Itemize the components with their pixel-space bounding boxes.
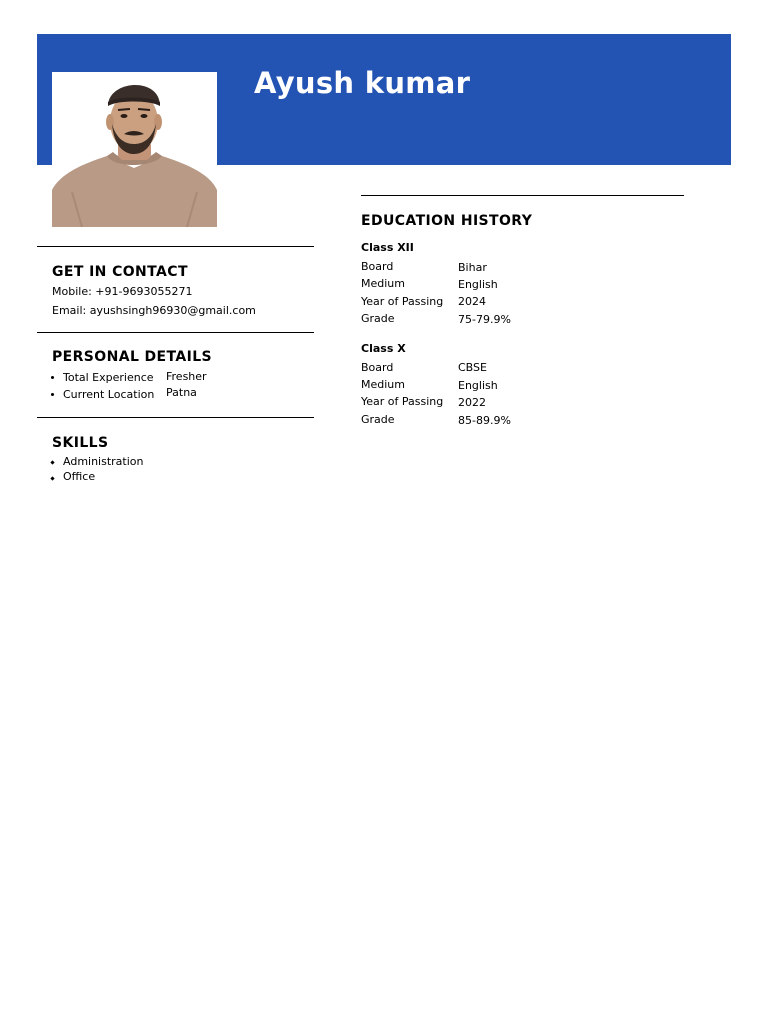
skill-item: Administration xyxy=(63,455,144,468)
education-label: Medium xyxy=(361,277,405,290)
education-value: 2022 xyxy=(458,396,486,409)
education-title: Class XII xyxy=(361,241,414,254)
education-label: Grade xyxy=(361,413,395,426)
education-value: CBSE xyxy=(458,361,487,374)
personal-heading: PERSONAL DETAILS xyxy=(52,349,213,365)
location-label: Current Location xyxy=(63,388,155,401)
divider xyxy=(37,417,314,418)
experience-value: Fresher xyxy=(166,370,207,383)
skills-heading: SKILLS xyxy=(52,435,109,451)
education-label: Year of Passing xyxy=(361,295,444,308)
education-label: Year of Passing xyxy=(361,395,444,408)
bullet-icon xyxy=(51,393,54,396)
bullet-icon xyxy=(50,460,54,464)
divider xyxy=(37,332,314,333)
bullet-icon xyxy=(50,476,54,480)
education-value: 85-89.9% xyxy=(458,414,511,427)
education-title: Class X xyxy=(361,342,406,355)
divider xyxy=(361,195,684,196)
education-heading: EDUCATION HISTORY xyxy=(361,213,533,229)
education-value: 2024 xyxy=(458,295,486,308)
education-value: English xyxy=(458,379,498,392)
profile-photo xyxy=(52,72,217,227)
education-label: Board xyxy=(361,361,394,374)
email-text: Email: ayushsingh96930@gmail.com xyxy=(52,304,256,317)
candidate-name: Ayush kumar xyxy=(254,66,471,100)
skill-item: Office xyxy=(63,470,96,483)
education-value: English xyxy=(458,278,498,291)
education-label: Grade xyxy=(361,312,395,325)
person-portrait-icon xyxy=(52,72,217,227)
divider xyxy=(37,246,314,247)
education-label: Medium xyxy=(361,378,405,391)
bullet-icon xyxy=(51,376,54,379)
mobile-text: Mobile: +91-9693055271 xyxy=(52,285,193,298)
contact-heading: GET IN CONTACT xyxy=(52,264,188,280)
education-label: Board xyxy=(361,260,394,273)
education-value: Bihar xyxy=(458,261,487,274)
experience-label: Total Experience xyxy=(63,371,154,384)
education-value: 75-79.9% xyxy=(458,313,511,326)
location-value: Patna xyxy=(166,386,197,399)
